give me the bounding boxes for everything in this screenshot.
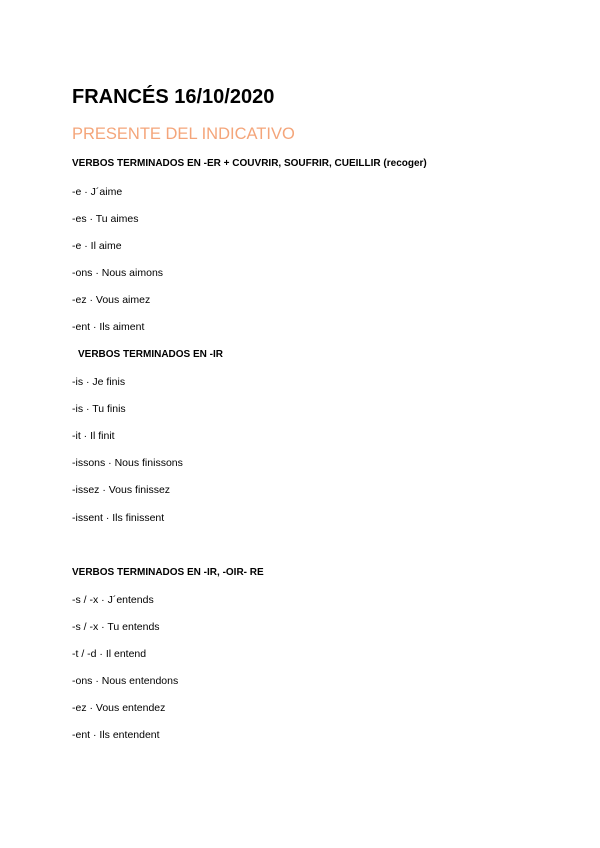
conjugation-line: -s / -x · Tu entends <box>72 621 160 633</box>
section-heading-ir-oir-re: VERBOS TERMINADOS EN -IR, -OIR- RE <box>72 567 264 578</box>
conjugation-line: -t / -d · Il entend <box>72 648 147 660</box>
conjugation-line: -issent · Ils finissent <box>72 512 165 524</box>
conjugation-line: -ons · Nous aimons <box>72 267 164 279</box>
conjugation-line: -is · Tu finis <box>72 403 126 415</box>
conjugation-line: -ent · Ils entendent <box>72 729 160 741</box>
document-subtitle: PRESENTE DEL INDICATIVO <box>72 125 295 143</box>
section-heading-ir: VERBOS TERMINADOS EN -IR <box>78 349 224 360</box>
section-heading-er: VERBOS TERMINADOS EN -ER + COUVRIR, SOUFRIR, CUEILLIR (recoger) <box>72 158 427 169</box>
conjugation-line: -ez · Vous entendez <box>72 702 166 714</box>
conjugation-line: -it · Il finit <box>72 430 115 442</box>
conjugation-line: -e · J´aime <box>72 186 123 198</box>
conjugation-line: -issez · Vous finissez <box>72 484 171 496</box>
document-title: FRANCÉS 16/10/2020 <box>72 86 275 108</box>
conjugation-line: -ent · Ils aiment <box>72 321 145 333</box>
conjugation-line: -e · Il aime <box>72 240 122 252</box>
conjugation-line: -es · Tu aimes <box>72 213 139 225</box>
conjugation-line: -issons · Nous finissons <box>72 457 183 469</box>
conjugation-line: -ez · Vous aimez <box>72 294 151 306</box>
conjugation-line: -ons · Nous entendons <box>72 675 179 687</box>
conjugation-line: -s / -x · J´entends <box>72 594 154 606</box>
conjugation-line: -is · Je finis <box>72 376 126 388</box>
